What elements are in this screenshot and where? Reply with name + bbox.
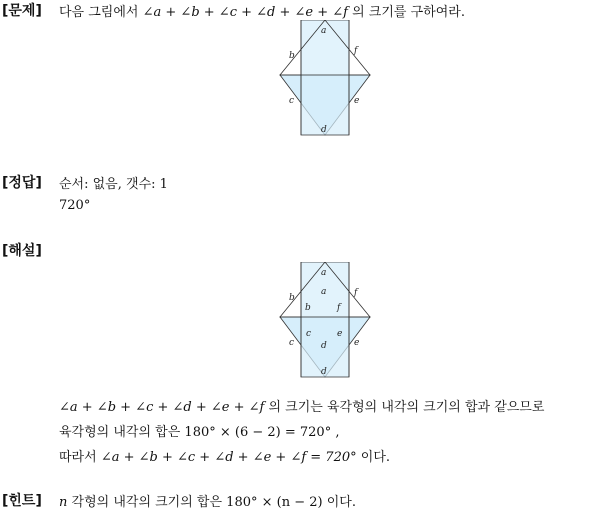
explanation-figure	[275, 262, 375, 382]
exp-label-f-outer: f	[354, 288, 358, 298]
explanation-line-1-text: 의 크기는 육각형의 내각의 크기의 합과 같으므로	[268, 400, 545, 415]
explanation-line-3	[59, 446, 390, 465]
exp-label-a-outer: a	[321, 268, 327, 278]
exp-label-d-inner: d	[321, 341, 327, 351]
exp-label-e-outer: e	[354, 338, 360, 348]
exp-label-f-inner: f	[337, 303, 341, 313]
problem-tag: [문제]	[2, 3, 42, 19]
exp-label-c-inner: c	[306, 329, 312, 339]
label-b: b	[289, 51, 295, 61]
explanation-tag: [해설]	[2, 243, 42, 259]
label-c: c	[289, 96, 295, 106]
exp-label-b-outer: b	[289, 293, 295, 303]
problem-figure	[275, 20, 375, 140]
exp-label-d-outer: d	[321, 367, 327, 377]
answer-meta: 순서: 없음, 갯수: 1	[59, 177, 168, 192]
answer-tag: [정답]	[2, 175, 42, 191]
exp-label-c-outer: c	[289, 338, 295, 348]
explanation-line-3-expression: ∠a + ∠b + ∠c + ∠d + ∠e + ∠f = 720°	[100, 450, 357, 465]
explanation-line-2: 육각형의 내각의 합은 180° × (6 − 2) = 720° ,	[59, 425, 340, 440]
problem-suffix: 의 크기를 구하여라.	[352, 5, 465, 20]
hint-variable: n	[59, 495, 68, 510]
exp-label-e-inner: e	[337, 329, 343, 339]
label-e: e	[354, 96, 360, 106]
problem-expression: ∠a + ∠b + ∠c + ∠d + ∠e + ∠f	[142, 5, 348, 20]
hint-text	[59, 491, 356, 510]
answer-value: 720°	[59, 198, 91, 213]
label-d: d	[321, 125, 327, 135]
hint-body: 각형의 내각의 크기의 합은 180° × (n − 2) 이다.	[71, 495, 356, 510]
explanation-line-1	[59, 396, 544, 415]
explanation-expression: ∠a + ∠b + ∠c + ∠d + ∠e + ∠f	[59, 400, 265, 415]
exp-label-b-inner: b	[305, 303, 311, 313]
hint-tag: [힌트]	[2, 493, 42, 509]
problem-statement	[59, 1, 465, 20]
explanation-line-3-suffix: 이다.	[360, 450, 391, 465]
label-f: f	[354, 46, 358, 56]
problem-prefix: 다음 그림에서	[59, 5, 139, 20]
figure-parallelogram	[301, 20, 349, 135]
explanation-line-3-prefix: 따라서	[59, 450, 97, 465]
label-a: a	[321, 26, 327, 36]
exp-label-a-inner: a	[321, 287, 327, 297]
